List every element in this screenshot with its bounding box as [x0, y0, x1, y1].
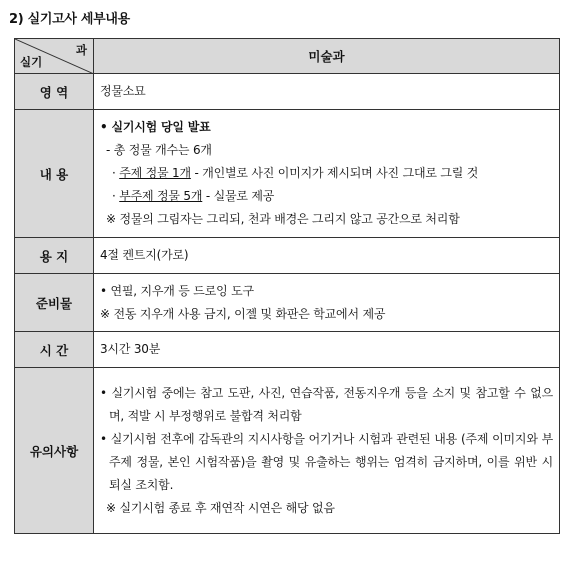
content-line-main-object: · 주제 정물 1개 - 개인별로 사진 이미지가 제시되며 사진 그대로 그릴 것 [112, 166, 479, 180]
section-heading: 2) 실기고사 세부내용 [9, 12, 130, 27]
row-supplies [15, 274, 560, 332]
value-notes [94, 368, 560, 534]
content-line-note: ※ 정물의 그림자는 그리되, 천과 배경은 그리지 않고 공간으로 처리함 [106, 212, 460, 226]
content-line-sub-object: · 부주제 정물 5개 - 실물로 제공 [112, 189, 275, 203]
content-line-announce: • 실기시험 당일 발표 [100, 120, 211, 134]
supplies-line-tools: • 연필, 지우개 등 드로잉 도구 [100, 283, 254, 298]
value-supplies [94, 274, 560, 332]
corner-label-department: 과 [75, 43, 87, 57]
content-line-count: - 총 정물 개수는 6개 [106, 143, 212, 157]
label-paper: 용 지 [15, 238, 94, 274]
label-area: 영 역 [15, 74, 94, 110]
value-time: 3시간 30분 [94, 332, 560, 368]
notes-item-leak: • 실기시험 전후에 감독관의 지시사항을 어기거나 시험과 관련된 내용 (주제 이미지와 부주제 정물, 본인 시험작품)을 촬영 및 유출하는 행위는 엄격히 금지하며, 이를 위반 시 퇴실 조치함. [100, 431, 553, 492]
row-content [15, 110, 560, 238]
label-time: 시 간 [15, 332, 94, 368]
row-area [15, 74, 560, 110]
header-row [15, 39, 560, 74]
corner-label-practical: 실기 [20, 55, 43, 69]
column-header-art: 미술과 [94, 39, 560, 74]
label-content: 내 용 [15, 110, 94, 238]
value-content [94, 110, 560, 238]
value-paper: 4절 켄트지(가로) [94, 238, 560, 274]
notes-item-demo: ※ 실기시험 종료 후 재연작 시연은 해당 없음 [106, 500, 335, 515]
notes-item-references: • 실기시험 중에는 참고 도판, 사진, 연습작품, 전동지우개 등을 소지 및 참고할 수 없으며, 적발 시 부정행위로 불합격 처리함 [100, 385, 553, 423]
diagonal-header-cell [15, 39, 94, 74]
row-notes [15, 368, 560, 534]
supplies-line-note: ※ 전동 지우개 사용 금지, 이젤 및 화판은 학교에서 제공 [100, 306, 386, 321]
row-time [15, 332, 560, 368]
exam-details-table [14, 38, 560, 534]
row-paper [15, 238, 560, 274]
label-notes: 유의사항 [15, 368, 94, 534]
label-supplies: 준비물 [15, 274, 94, 332]
value-area: 정물소묘 [94, 74, 560, 110]
